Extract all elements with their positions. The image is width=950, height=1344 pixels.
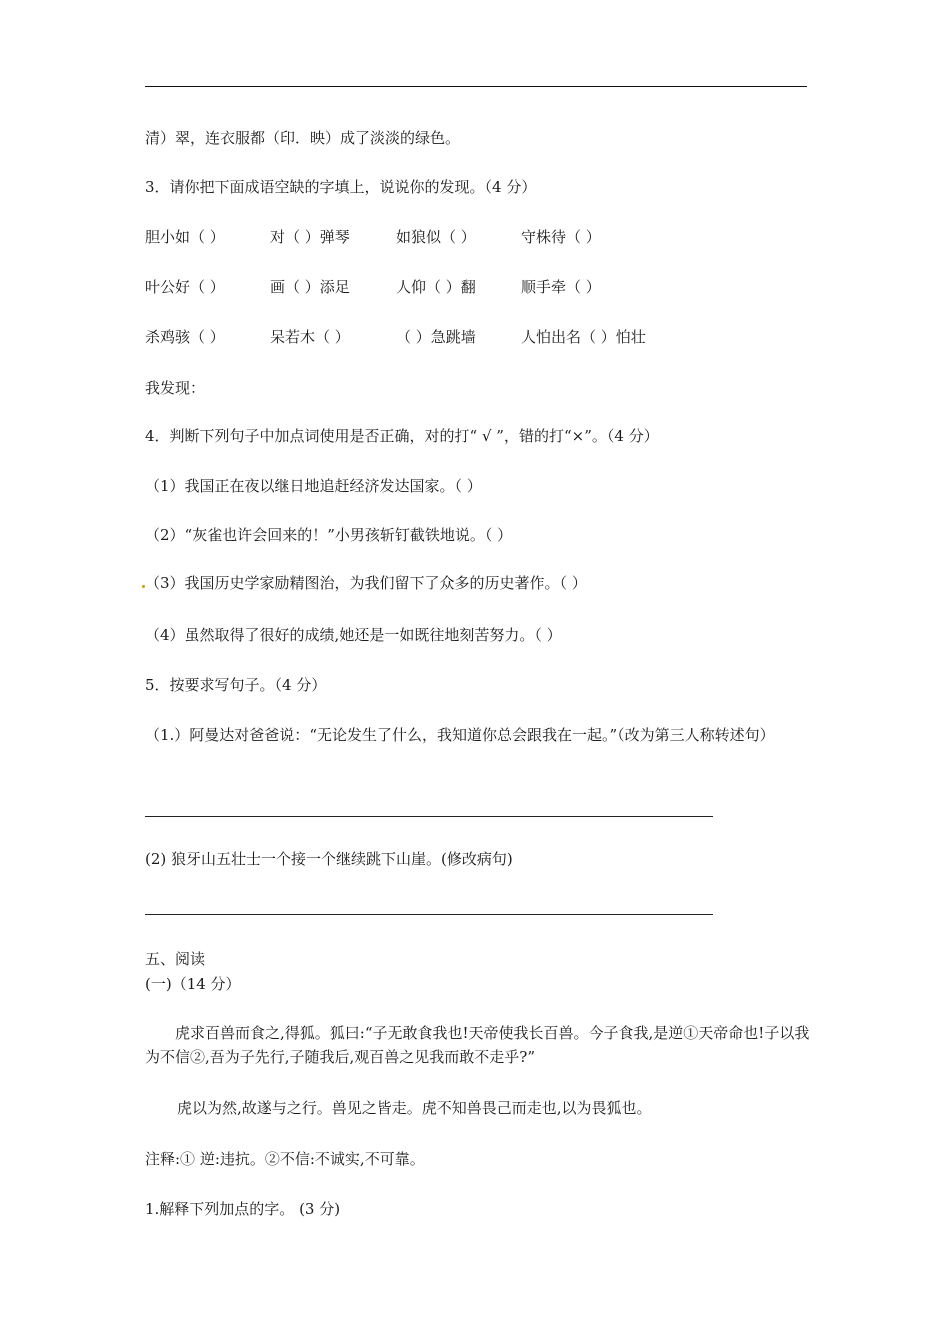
- reading-part-title: (一)（14 分）: [145, 975, 241, 993]
- idiom-cell: 如狼似（ ）: [396, 228, 476, 246]
- idiom-cell: 人怕出名（ ）怕壮: [521, 328, 646, 346]
- judgement-item: （4）虽然取得了很好的成绩,她还是一如既往地刻苦努力。（ ）: [145, 626, 562, 644]
- reading-note: 注释:① 逆:违抗。②不信:不诚实,不可靠。: [145, 1150, 425, 1168]
- judgement-item: （1）我国正在夜以继日地追赶经济发达国家。（ ）: [145, 477, 482, 495]
- rewrite-item-2: (2) 狼牙山五壮士一个接一个继续跳下山崖。(修改病句): [145, 850, 513, 868]
- answer-line[interactable]: [145, 914, 713, 915]
- idiom-cell: 顺手牵（ ）: [521, 278, 601, 296]
- reading-paragraph: 虎以为然,故遂与之行。兽见之皆走。虎不知兽畏己而走也,以为畏狐也。: [177, 1099, 652, 1117]
- idiom-cell: 人仰（ ）翻: [396, 278, 476, 296]
- idiom-cell: 画（ ）添足: [270, 278, 350, 296]
- reading-section-title: 五、阅读: [145, 950, 206, 968]
- top-rule: [145, 86, 807, 87]
- reading-question-1: 1.解释下列加点的字。 (3 分): [145, 1200, 341, 1218]
- answer-line[interactable]: [145, 816, 713, 817]
- idiom-cell: （ ）急跳墙: [396, 328, 476, 346]
- question-4-title: 4．判断下列句子中加点词使用是否正确，对的打“ √ ”，错的打“×”。（4 分）: [145, 427, 659, 445]
- idiom-cell: 对（ ）弹琴: [270, 228, 350, 246]
- reading-paragraph: 虎求百兽而食之,得狐。狐曰:“子无敢食我也!天帝使我长百兽。今子食我,是逆①天帝命也!子以我为不信②,吾为子先行,子随我后,观百兽之见我而敢不走乎?”: [145, 1024, 810, 1066]
- judgement-item: （3）我国历史学家励精图治，为我们留下了众多的历史著作。（ ）: [145, 574, 587, 592]
- idiom-cell: 叶公好（ ）: [145, 278, 225, 296]
- idiom-cell: 呆若木（ ）: [270, 328, 350, 346]
- rewrite-item-1: （1.）阿曼达对爸爸说：“无论发生了什么，我知道你总会跟我在一起。”（改为第三人称转述句）: [145, 726, 775, 744]
- idiom-cell: 胆小如（ ）: [145, 228, 225, 246]
- judgement-item: （2）“灰雀也许会回来的！”小男孩斩钉截铁地说。（ ）: [145, 526, 513, 544]
- question-3-title: 3．请你把下面成语空缺的字填上，说说你的发现。（4 分）: [145, 178, 537, 196]
- idiom-cell: 杀鸡骇（ ）: [145, 328, 225, 346]
- header-line: 清）翠，连衣服都（印．映）成了淡淡的绿色。: [145, 129, 461, 147]
- finding-label: 我发现：: [145, 379, 206, 397]
- idiom-cell: 守株待（ ）: [521, 228, 601, 246]
- question-5-title: 5．按要求写句子。（4 分）: [145, 676, 327, 694]
